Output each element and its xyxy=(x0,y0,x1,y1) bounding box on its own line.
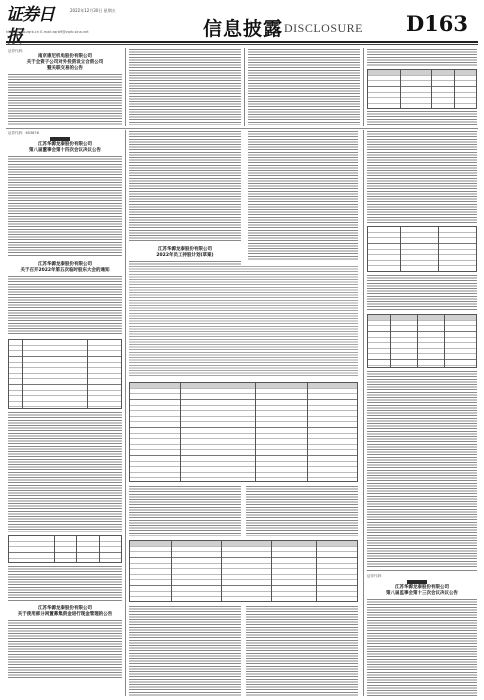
notice-body-text xyxy=(246,606,358,696)
data-table xyxy=(8,535,122,563)
notice-body-text xyxy=(129,131,241,243)
notice-title-line: 第八届董事会第十四次会议决议公告 xyxy=(29,147,101,153)
ticker-badge xyxy=(407,580,427,584)
masthead-contact: http://www.zqrb.cn E-mail:zqrb9@zqrb.sina.net xyxy=(6,30,89,34)
section-english-title: DISCLOSURE xyxy=(284,21,364,35)
notice-body-text xyxy=(8,276,122,336)
newspaper-logo: 证券日报 xyxy=(6,5,54,47)
stock-code: 证券代码： xyxy=(367,574,385,578)
issue-date: 2022年12月30日 星期五 xyxy=(70,8,116,13)
column-1 xyxy=(8,131,122,696)
notice-title-line: 第八届监事会第十三次会议决议公告 xyxy=(386,590,458,596)
stock-code: 证券代码：603876 xyxy=(8,131,39,135)
masthead xyxy=(0,0,484,47)
section-title: 信息披露 xyxy=(203,18,284,40)
notice-title-line: 江苏华源龙泰股份有限公司 xyxy=(158,247,212,252)
data-table xyxy=(367,226,477,272)
notice-body-text xyxy=(8,620,122,680)
data-table xyxy=(129,382,358,482)
notice-title-line: 江苏华源龙泰股份有限公司 xyxy=(38,141,92,147)
notice-body-text xyxy=(367,371,477,567)
column-divider xyxy=(363,48,364,126)
notice-body-text xyxy=(129,49,241,125)
notice-title-line: 江苏华源龙泰股份有限公司 xyxy=(38,605,92,611)
data-table xyxy=(129,540,358,602)
notice-divider xyxy=(367,570,477,571)
data-table xyxy=(367,69,477,109)
notice-body-text xyxy=(246,486,358,536)
data-table xyxy=(8,339,122,409)
notice-title-line: 关于召开2022年第五次临时股东大会的通知 xyxy=(20,267,110,273)
column-divider xyxy=(125,130,126,696)
notice-body-text xyxy=(248,49,360,125)
notice-body-text xyxy=(8,156,122,256)
notice-title-line: 江苏华源龙泰股份有限公司 xyxy=(395,584,449,590)
page-number: D163 xyxy=(405,11,468,36)
notice-body-text xyxy=(8,566,122,602)
notice-title-line: 暨关联交易的公告 xyxy=(47,65,83,71)
data-table xyxy=(367,314,477,368)
notice-body-text xyxy=(129,606,241,696)
notice-title-line: 关于使用部分闲置募集资金进行现金管理的公告 xyxy=(17,611,113,617)
column-divider xyxy=(244,48,245,126)
notice-top-left xyxy=(8,49,122,125)
notice-body-text xyxy=(8,412,122,532)
notice-body-text xyxy=(367,275,477,311)
masthead-rule-thin xyxy=(6,44,478,45)
masthead-rule xyxy=(6,41,478,43)
notice-body-text xyxy=(129,486,241,536)
notice-title-line: 江苏华源龙泰股份有限公司 xyxy=(38,261,92,267)
ticker-badge xyxy=(50,137,70,141)
column-divider xyxy=(363,130,364,696)
column-3-text xyxy=(248,131,358,261)
notice-body-text xyxy=(367,49,477,67)
notice-body-text xyxy=(129,266,358,378)
notice-title-line: 关于全资子公司对外投资设立合资公司 xyxy=(26,59,104,65)
band-divider xyxy=(6,128,478,129)
notice-body-text xyxy=(367,599,477,697)
column-4 xyxy=(367,131,477,696)
column-divider xyxy=(125,48,126,126)
notice-title-line: 南京康尼机电股份有限公司 xyxy=(38,53,92,59)
stock-code: 证券代码： xyxy=(8,49,26,53)
notice-body-text xyxy=(8,74,122,126)
notice-title-line: 2022年员工持股计划(草案) xyxy=(156,253,214,258)
notice-body-text xyxy=(367,131,477,223)
notice-body-text xyxy=(367,111,477,125)
